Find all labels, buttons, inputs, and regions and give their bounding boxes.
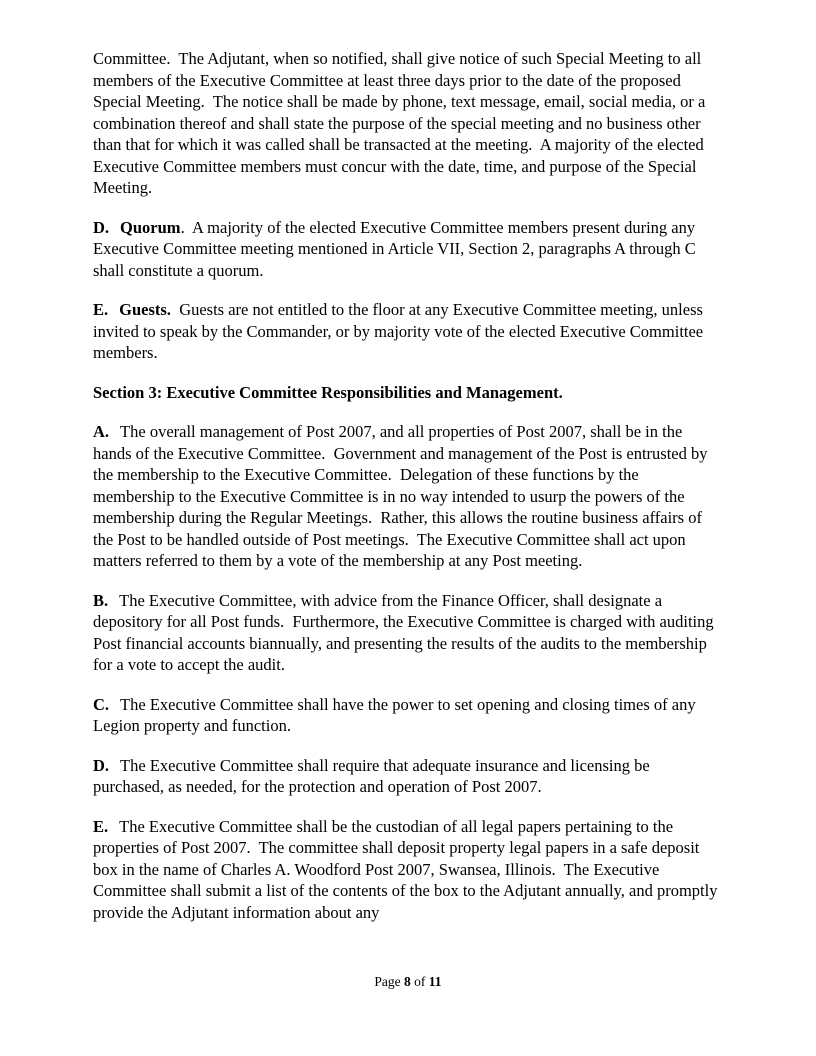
clause-label: D. — [93, 217, 110, 237]
footer-of-label: of — [410, 974, 429, 989]
clause-label: E. — [93, 300, 109, 319]
paragraph-special-meeting-notice — [93, 48, 723, 199]
clause-label: B. — [93, 590, 109, 610]
clause-term: Guests. — [119, 300, 171, 319]
clause-label: D. — [93, 755, 110, 775]
clause-c-opening-closing — [93, 694, 723, 737]
clause-text: The Executive Committee shall be the custodian of all legal papers pertaining to the properties of Post 2007. The committee shall deposit property legal papers in a safe deposit box in the name of Charles A. Woodford Post 2007, Swansea, Illinois. The Executive Committee shall submit a list of the contents of the box to the Adjutant annually, and promptly provide the Adjutant information about any — [93, 816, 722, 922]
clause-label: A. — [93, 422, 110, 441]
clause-text: Guests are not entitled to the floor at any Executive Committee meeting, unless invited to speak by the Commander, or by majority vote of the elected Executive Committee members. — [93, 300, 708, 362]
clause-d-insurance — [93, 755, 723, 798]
clause-text: . A majority of the elected Executive Committee members present during any Executive Committee meeting mentioned in Article VII, Section 2, paragraphs A through C shall constitute a quorum. — [93, 217, 700, 280]
clause-text: The overall management of Post 2007, and all properties of Post 2007, shall be in the hands of the Executive Committee. Government and management of the Post is entrusted by the membership to the Executive Committee. Delegation of these functions by the membership to the Executive Committee is in no way intended to usurp the powers of the membership during the Regular Meetings. Rather, this allows the routine business affairs of the Post to be handled outside of Post meetings. The Executive Committee shall act upon matters referred to them by a vote of the membership at any Post meeting. — [93, 422, 712, 570]
clause-b-depository — [93, 590, 723, 676]
clause-label: E. — [93, 816, 109, 836]
clause-text: The Executive Committee, with advice from the Finance Officer, shall designate a depository for all Post funds. Furthermore, the Executive Committee is charged with auditing Post financial accounts biannually, and presenting the results of the audits to the membership for a vote to accept the audit. — [93, 590, 718, 674]
clause-e-legal-papers — [93, 816, 723, 924]
clause-term: Quorum — [120, 217, 181, 237]
clause-e-guests — [93, 299, 723, 364]
clause-d-quorum — [93, 217, 723, 282]
footer-page-number: 8 — [404, 974, 411, 989]
clause-label: C. — [93, 694, 110, 714]
document-content — [93, 48, 723, 941]
clause-a-overall-management — [93, 421, 723, 572]
paragraph-text: Committee. The Adjutant, when so notified, shall give notice of such Special Meeting to all members of the Executive Committee at least three days prior to the date of the proposed Special Meeting. The notice shall be made by phone, text message, email, social media, or a combination thereof and shall state the purpose of the special meeting and no business other than that for which it was called shall be transacted at the meeting. A majority of the elected Executive Committee members must concur with the date, time, and purpose of the Special Meeting. — [93, 49, 710, 197]
clause-text: The Executive Committee shall require that adequate insurance and licensing be purchased, as needed, for the protection and operation of Post 2007. — [93, 755, 654, 796]
page-footer — [0, 973, 816, 990]
section-3-heading: Section 3: Executive Committee Responsibilities and Management. — [93, 382, 563, 402]
clause-text: The Executive Committee shall have the power to set opening and closing times of any Legion property and function. — [93, 694, 700, 735]
footer-page-label: Page — [374, 974, 405, 989]
footer-total-pages: 11 — [428, 974, 442, 989]
